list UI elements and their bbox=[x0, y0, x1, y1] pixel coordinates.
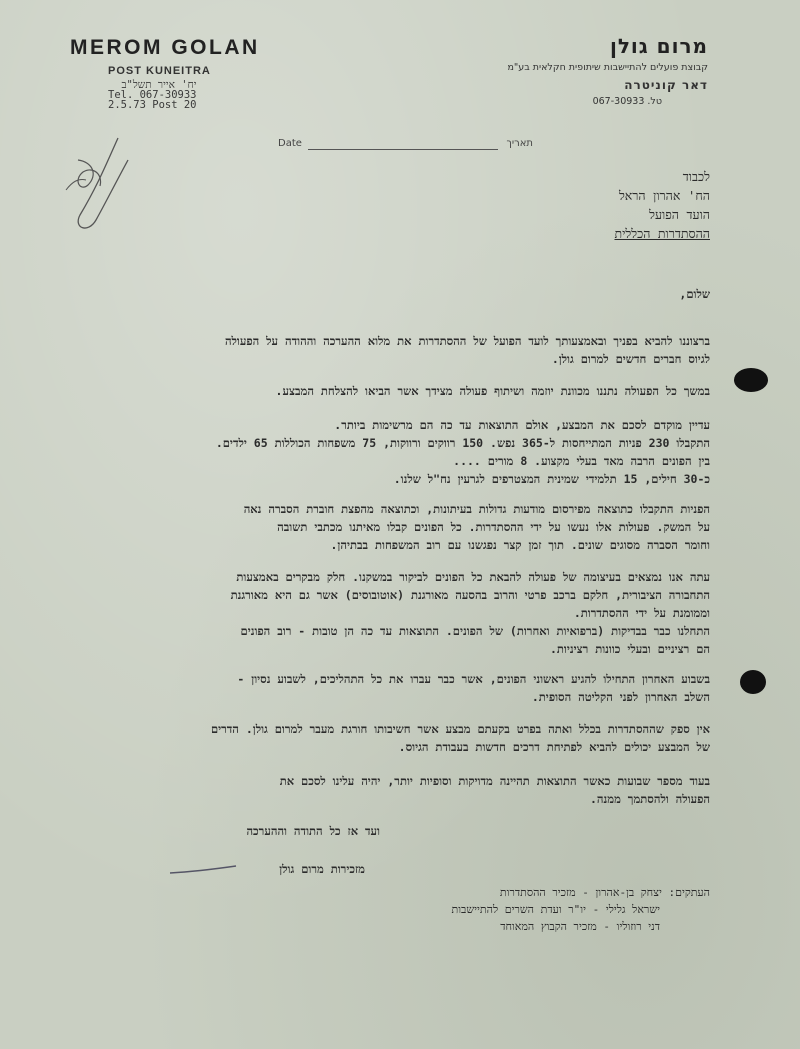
addressee-line: הועד הפועל bbox=[649, 207, 710, 222]
paragraph bbox=[88, 500, 710, 554]
paragraph bbox=[88, 568, 710, 658]
addressee-line: לכבוד bbox=[682, 169, 710, 184]
paragraph-line: לגיוס חברים חדשים למרום גולן. bbox=[551, 352, 710, 366]
paragraph-line: עדיין מוקדם לסכם את המבצע, אולם התוצאות עד כה הם מרשימות ביותר. bbox=[334, 418, 710, 432]
date-rule bbox=[308, 149, 498, 150]
addressee-line: ההסתדרות הכללית bbox=[614, 226, 710, 241]
letterhead-subtitle-he: קבוצת פועלים להתיישבות שיתופית חקלאית בע"מ bbox=[507, 62, 708, 73]
paragraph-line: אין ספק שההסתדרות בכלל ואתה בפרט בקעתם מבצע אשר חשיבותו חורגת מעבר למרום גולן. הדרים bbox=[210, 722, 710, 736]
paragraph-line: בין הפונים הרבה מאד בעלי מקצוע. 8 מורים .... bbox=[453, 454, 710, 468]
paragraph-line: התחלנו כבר בבדיקות (ברפואיות ואחרות) של הפונים. התוצאות עד כה הן טובות - רוב הפונים bbox=[240, 624, 710, 638]
paragraph-line: ברצוננו להביא בפניך ובאמצעותך לועד הפועל של ההסתדרות את מלוא ההערכה וההודה על הפעולה bbox=[224, 334, 710, 348]
signature-stroke bbox=[168, 864, 238, 876]
closing: ועד אז כל התודה וההערכה bbox=[246, 824, 380, 838]
punch-hole-upper bbox=[734, 368, 768, 392]
copy-line: דני רוזוליו - מזכיר הקבוץ המאוחד bbox=[500, 920, 660, 933]
copy-line: העתקים: יצחק בן-אהרון - מזכיר ההסתדרות bbox=[499, 886, 710, 899]
paragraph bbox=[88, 720, 710, 756]
paragraph bbox=[88, 382, 710, 400]
paragraph-line: בשבוע האחרון התחילו להגיע ראשוני הפונים, אשר כבר עברו את כל התהליכים, לשבוע נסיון - bbox=[237, 672, 710, 686]
copy-line: ישראל גלילי - יו"ר ועדת השרים להתיישבות bbox=[451, 903, 660, 916]
paragraph-line: כ-30 חילים, 15 תלמידי שמינית המצטרפים לגרעין נח"ל שלנו. bbox=[393, 472, 710, 486]
signature-block: מזכירות מרום גולן bbox=[279, 862, 365, 876]
copies-block bbox=[300, 884, 710, 935]
paragraph-line: של המבצע יכולים להביא לפתיחת דרכים חדשות בעבודת הגיוס. bbox=[398, 740, 710, 754]
greeting: שלום, bbox=[679, 287, 710, 301]
paragraph bbox=[88, 416, 710, 488]
date-label-en: Date bbox=[278, 138, 302, 149]
letterhead-post-en: POST KUNEITRA bbox=[108, 65, 211, 77]
stamp-line-1: יח' אייר תשל"ב bbox=[121, 79, 197, 91]
date-field bbox=[278, 138, 533, 152]
paragraph bbox=[88, 332, 710, 368]
letterhead-name-en: MEROM GOLAN bbox=[70, 36, 260, 59]
letterhead-name-he: מרום גולן bbox=[609, 34, 708, 58]
letterhead-post-he: דאר קוניטרה bbox=[624, 78, 708, 92]
paragraph-line: וחומר הסברה מסוגים שונים. תוך זמן קצר נפגשנו עם רוב המשפחות בבתיהן. bbox=[330, 538, 710, 552]
paragraph-line: השלב האחרון לפני הקליטה הסופית. bbox=[531, 690, 710, 704]
stamp-line-2: 2.5.73 Post 20 bbox=[108, 99, 197, 111]
date-stamp bbox=[108, 80, 197, 110]
punch-hole-lower bbox=[740, 670, 766, 694]
addressee-line: הח' אהרון הראל bbox=[618, 188, 710, 203]
paragraph-line: על המשק. פעולות אלו נעשו על ידי ההסתדרות. כל הפונים קבלו מאיתנו מכתבי תשובה bbox=[277, 520, 710, 534]
paragraph-line: הפעולה ולהסתמך ממנה. bbox=[589, 792, 710, 806]
handwritten-initials bbox=[58, 130, 148, 240]
paragraph-line: וממומנת על ידי ההסתדרות. bbox=[573, 606, 710, 620]
letterhead-tel-en: Tel. 067-30933 bbox=[108, 89, 197, 101]
paragraph bbox=[88, 772, 710, 808]
paragraph-line: התקבלו 230 פניות המתייחסות ל-365 נפש. 150 רווקים ורווקות, 75 משפחות הכוללות 65 ילדים. bbox=[215, 436, 710, 450]
paragraph-line: בעוד מספר שבועות כאשר התוצאות תהיינה מדויקות וסופיות יותר, יהיה עלינו לסכם את bbox=[279, 774, 710, 788]
paragraph bbox=[88, 670, 710, 706]
date-label-he: תאריך bbox=[506, 138, 533, 149]
paragraph-line: הם רציניים ובעלי כוונות רציניות. bbox=[549, 642, 710, 656]
paragraph-line: במשך כל הפעולה נתננו מכוונת יוזמה ושיתוף פעולה מצידך אשר הביאו להצלחת המבצע. bbox=[275, 384, 710, 398]
paragraph-line: הפניות התקבלו כתוצאה מפירסום מודעות גדולות בעיתונות, וכתוצאה מהפצת חוברת הסברה נאה bbox=[243, 502, 710, 516]
paragraph-line: התחבורה הציבורית, חלקם ברכב פרטי והרוב בהסעה מאורגנת (אוטובוסים) אשר גם היא מאורגנת bbox=[230, 588, 710, 602]
addressee-block bbox=[614, 167, 710, 243]
letterhead-tel-he: טל. 067-30933 bbox=[592, 96, 662, 107]
paragraph-line: עתה אנו נמצאים בעיצומה של פעולה להבאת כל הפונים לביקור במשקנו. חלק מבקרים באמצעות bbox=[236, 570, 710, 584]
